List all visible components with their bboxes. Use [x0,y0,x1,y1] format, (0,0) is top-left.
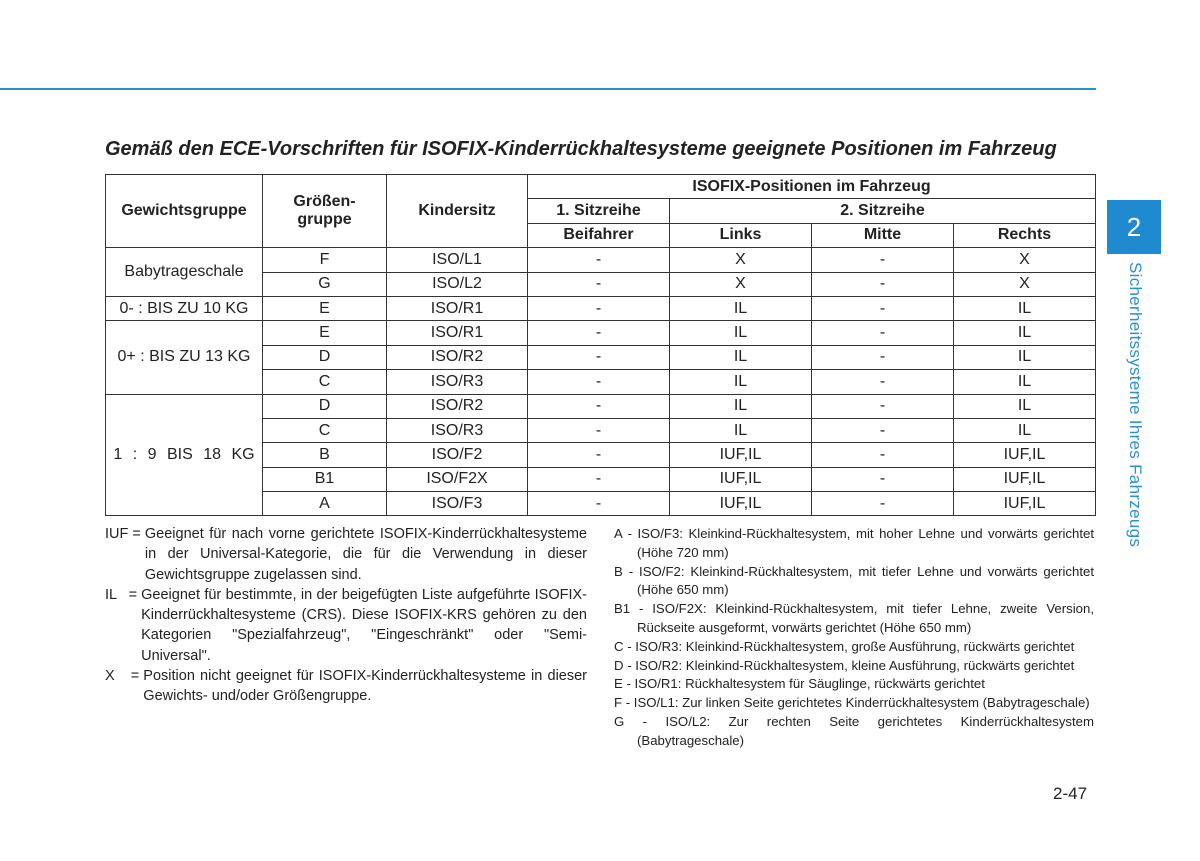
table-cell: ISO/R2 [387,394,528,418]
table-cell: IL [954,394,1096,418]
seat-type-note: B - ISO/F2: Kleinkind-Rückhaltesystem, mit tiefer Lehne und vorwärts gerichtet (Höhe 650 mm) [614,563,1094,598]
header-seat-row-2: 2. Sitzreihe [670,199,1096,223]
header-size-group [263,175,387,248]
header-passenger: Beifahrer [528,223,670,247]
table-cell: ISO/R1 [387,296,528,320]
table-cell: - [812,418,954,442]
table-cell: - [812,296,954,320]
top-divider [0,88,1096,90]
table-cell: IL [954,321,1096,345]
isofix-table [105,174,1096,516]
legend-text: Geeignet für nach vorne gerichtete ISOFIX-Kinderrückhaltesysteme in der Universal-Kategorie, die für die Verwendung in dieser Gewichtsgruppe zugelassen sind. [144,526,587,583]
table-cell: - [528,443,670,467]
table-cell: - [812,370,954,394]
table-cell: - [528,418,670,442]
table-cell: - [528,345,670,369]
table-cell: ISO/F2X [387,467,528,491]
legend-item [105,524,587,585]
table-row [106,296,1096,320]
table-cell: IL [670,370,812,394]
table-cell: - [528,296,670,320]
table-row [106,394,1096,418]
header-weight-group: Gewichtsgruppe [106,175,263,248]
table-cell: E [263,296,387,320]
legend-item [105,585,587,666]
legend-right [614,525,1094,751]
seat-type-note: F - ISO/L1: Zur linken Seite gerichtetes Kinderrückhaltesystem (Babytrageschale) [614,695,1090,711]
table-cell: ISO/R3 [387,370,528,394]
table-cell: ISO/F3 [387,492,528,516]
header-middle: Mitte [812,223,954,247]
seat-type-note: B1 - ISO/F2X: Kleinkind-Rückhaltesystem, mit tiefer Lehne, zweite Version, Rückseite ausgeformt, vorwärts gerichtet (Höhe 650 mm) [614,601,1094,635]
header-seat-row-1: 1. Sitzreihe [528,199,670,223]
legend-left [105,524,587,707]
table-cell: - [812,467,954,491]
table-cell: IL [954,345,1096,369]
legend-key: X = [105,668,144,685]
table-cell: D [263,394,387,418]
table-cell: F [263,248,387,272]
header-left: Links [670,223,812,247]
table-row [106,248,1096,272]
table-cell: - [812,443,954,467]
table-cell: D [263,345,387,369]
seat-type-note: E - ISO/R1: Rückhaltesystem für Säuglinge, rückwärts gerichtet [614,676,985,692]
weight-group-cell: 1 : 9 BIS 18 KG [106,394,263,516]
table-cell: ISO/R2 [387,345,528,369]
legend-text: Geeignet für bestimmte, in der beigefügten Liste aufgeführte ISOFIX-Kinderrückhaltesysteme (CRS). Diese ISOFIX-KRS gehören zu den Kategorien "Spezialfahrzeug", "Eingeschränkt" oder "Semi-Universal". [141,586,587,664]
table-cell: - [812,321,954,345]
table-cell: ISO/L1 [387,248,528,272]
table-cell: - [528,272,670,296]
table-cell: - [528,370,670,394]
weight-group-cell: 0+ : BIS ZU 13 KG [106,321,263,394]
table-cell: ISO/L2 [387,272,528,296]
chapter-title: Sicherheitssysteme Ihres Fahrzeugs [1126,262,1145,548]
chapter-number: 2 [1126,211,1142,242]
table-cell: IL [670,394,812,418]
table-cell: X [670,248,812,272]
table-cell: - [528,467,670,491]
page-title: Gemäß den ECE-Vorschriften für ISOFIX-Kinderrückhaltesysteme geeignete Positionen im Fahrzeug [105,138,1057,160]
table-cell: IL [670,418,812,442]
table-cell: IL [670,296,812,320]
table-cell: ISO/R3 [387,418,528,442]
table-cell: - [812,248,954,272]
table-cell: - [528,321,670,345]
table-cell: - [812,394,954,418]
weight-group-cell: Babytrageschale [106,248,263,297]
header-size-group-label: Größen- gruppe [293,193,356,229]
seat-type-note: C - ISO/R3: Kleinkind-Rückhaltesystem, große Ausführung, rückwärts gerichtet [614,638,1075,654]
header-right: Rechts [954,223,1096,247]
table-row [106,321,1096,345]
table-cell: G [263,272,387,296]
legend-text: Position nicht geeignet für ISOFIX-Kinderrückhaltesysteme in dieser Gewichts- und/oder Größengruppe. [143,668,587,705]
table-cell: - [812,345,954,369]
seat-type-note: A - ISO/F3: Kleinkind-Rückhaltesystem, mit hoher Lehne und vorwärts gerichtet (Höhe 720 mm) [614,526,1094,560]
table-cell: IUF,IL [670,443,812,467]
table-cell: B1 [263,467,387,491]
table-cell: - [528,492,670,516]
table-cell: C [263,418,387,442]
table-cell: IUF,IL [670,467,812,491]
seat-type-note: D - ISO/R2: Kleinkind-Rückhaltesystem, kleine Ausführung, rückwärts gerichtet [614,657,1075,673]
table-cell: - [812,272,954,296]
table-cell: IL [954,370,1096,394]
seat-type-note: G - ISO/L2: Zur rechten Seite gerichtetes Kinderrückhaltesystem (Babytrageschale) [614,713,1094,748]
table-cell: IUF,IL [954,443,1096,467]
table-body [106,248,1096,516]
table-cell: ISO/F2 [387,443,528,467]
legend-key: IUF = [105,526,145,542]
table-cell: IL [670,321,812,345]
table-cell: X [954,248,1096,272]
table-cell: B [263,443,387,467]
page-number: 2-47 [1053,784,1088,803]
table-cell: - [528,394,670,418]
legend-key: IL = [105,586,142,603]
header-child-seat: Kindersitz [387,175,528,248]
table-cell: IL [954,418,1096,442]
table-cell: IUF,IL [670,492,812,516]
table-cell: C [263,370,387,394]
table-cell: ISO/R1 [387,321,528,345]
table-cell: - [528,248,670,272]
header-isofix-positions: ISOFIX-Positionen im Fahrzeug [528,175,1096,199]
table-cell: - [812,492,954,516]
table-cell: IL [954,296,1096,320]
table-cell: IL [670,345,812,369]
legend-item [105,666,587,707]
table-cell: X [954,272,1096,296]
table-cell: E [263,321,387,345]
table-cell: IUF,IL [954,492,1096,516]
table-cell: X [670,272,812,296]
chapter-tab [1107,200,1161,254]
table-cell: IUF,IL [954,467,1096,491]
weight-group-cell: 0- : BIS ZU 10 KG [106,296,263,320]
table-cell: A [263,492,387,516]
